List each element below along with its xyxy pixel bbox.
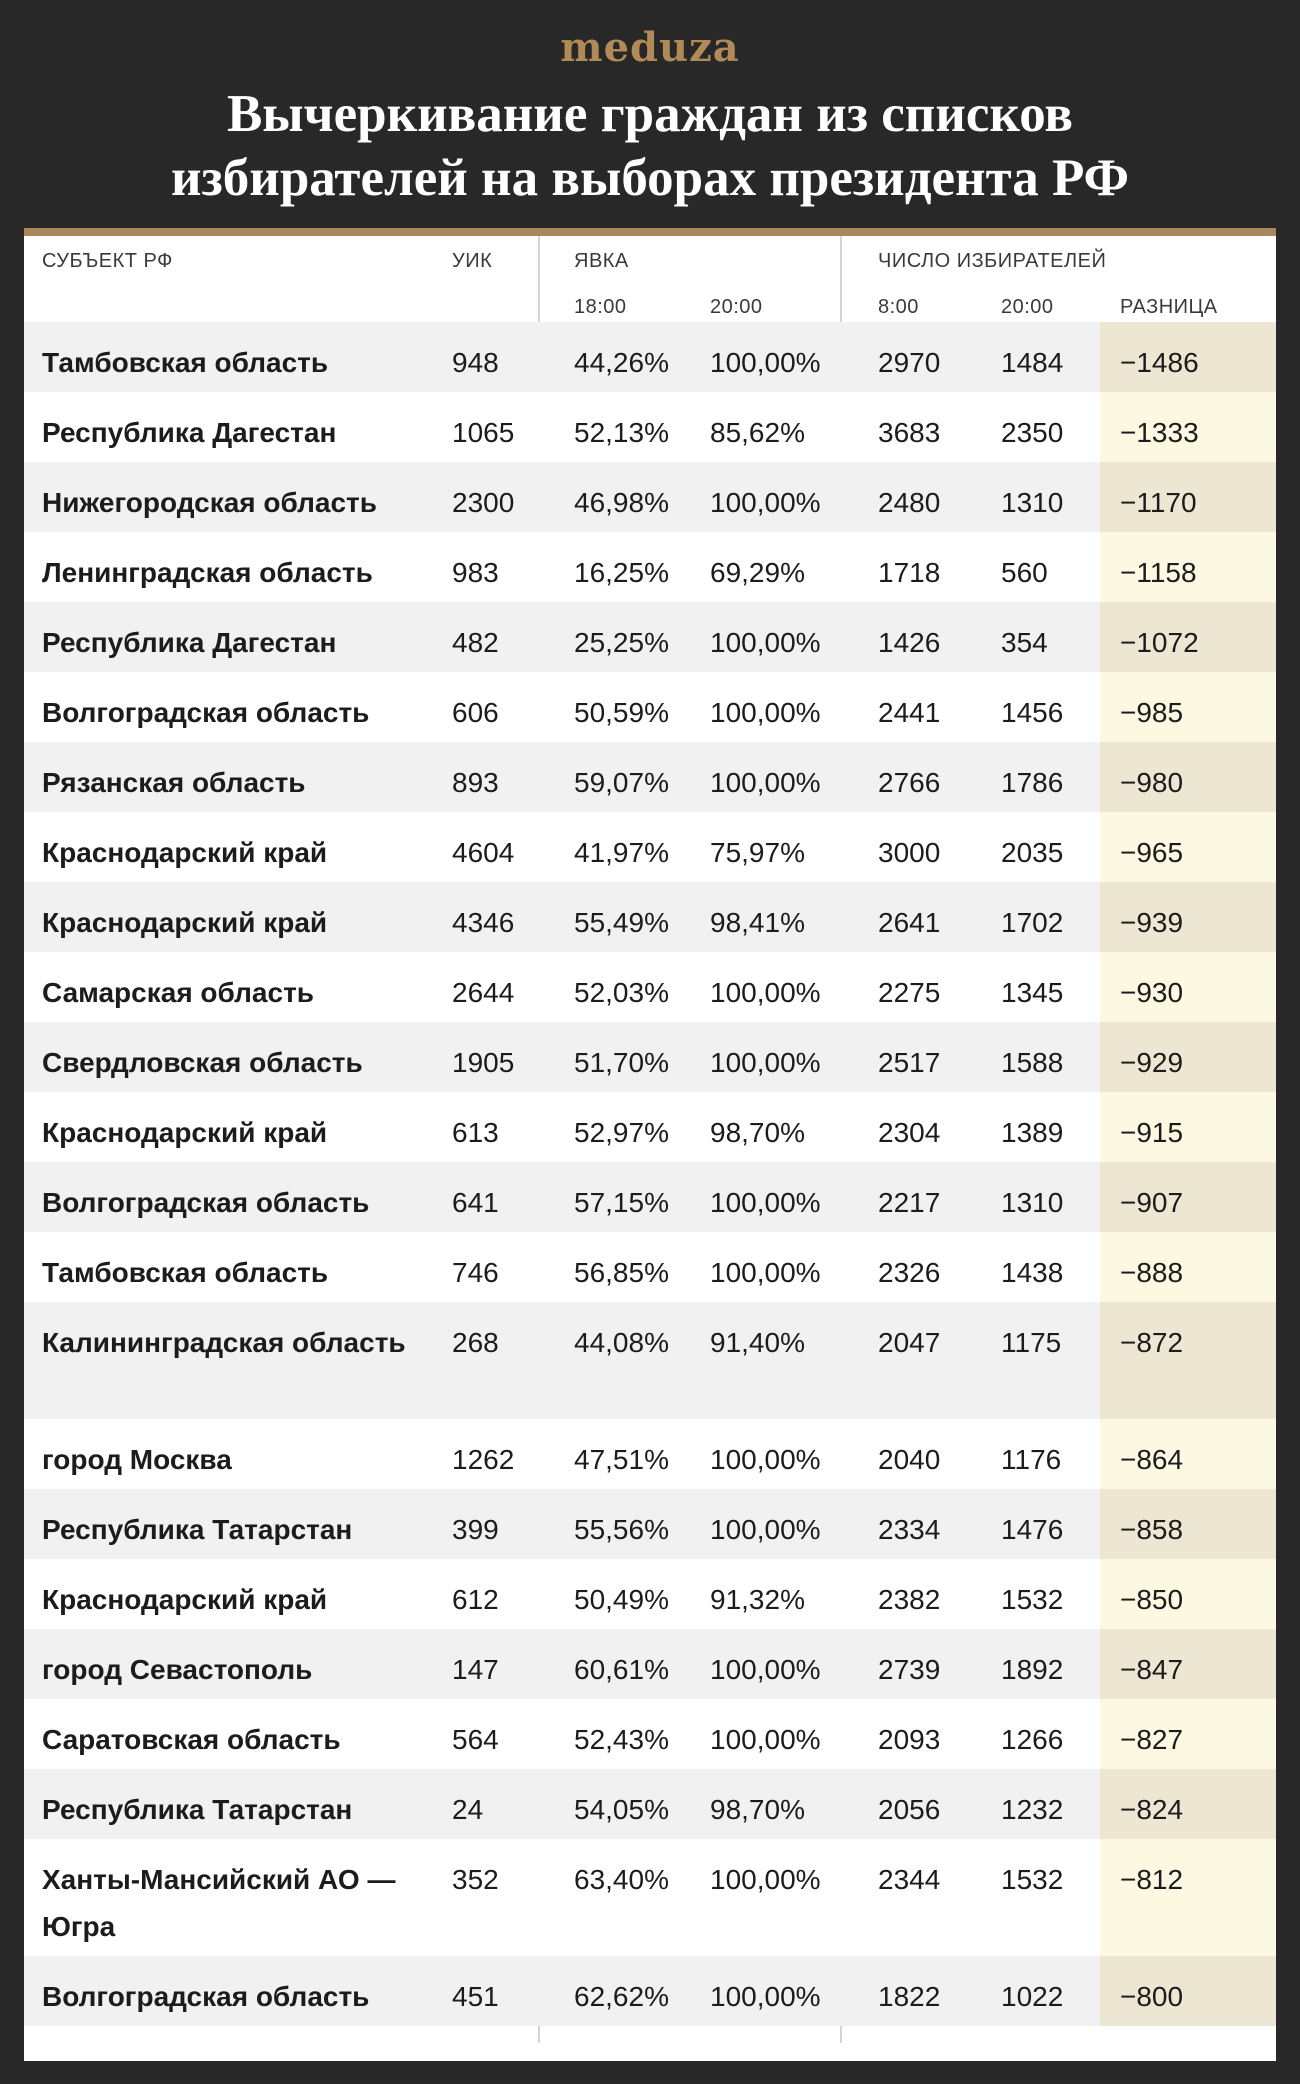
uik-cell: 482: [452, 627, 499, 658]
subject-cell: Саратовская область: [42, 1724, 341, 1755]
table-row: [24, 322, 1276, 392]
voters-20-cell: 1476: [1001, 1514, 1064, 1545]
turnout-18-cell: 52,97%: [574, 1117, 669, 1148]
subject-cell: Краснодарский край: [42, 1584, 328, 1615]
table-row: [24, 1629, 1276, 1699]
voters-20-cell: 1310: [1001, 1187, 1064, 1218]
diff-cell: −930: [1120, 977, 1184, 1008]
voters-20-cell: 1786: [1001, 767, 1064, 798]
turnout-18-cell: 46,98%: [574, 487, 669, 518]
diff-cell: −824: [1120, 1794, 1184, 1825]
table-row: [24, 1699, 1276, 1769]
turnout-18-cell: 59,07%: [574, 767, 669, 798]
table-row: [24, 742, 1276, 812]
turnout-20-cell: 98,70%: [710, 1794, 805, 1825]
header-subject: СУБЪЕКТ РФ: [42, 250, 173, 272]
voters-20-cell: 1892: [1001, 1654, 1064, 1685]
turnout-18-cell: 63,40%: [574, 1864, 669, 1895]
turnout-18-cell: 44,26%: [574, 347, 669, 378]
voters-8-cell: 2382: [878, 1584, 941, 1615]
turnout-18-cell: 55,49%: [574, 907, 669, 938]
diff-cell: −1486: [1120, 347, 1199, 378]
data-table: [24, 228, 1276, 2061]
subject-cell: Тамбовская область: [42, 1257, 329, 1288]
turnout-20-cell: 100,00%: [710, 977, 821, 1008]
voters-20-cell: 1532: [1001, 1584, 1064, 1615]
turnout-20-cell: 100,00%: [710, 1514, 821, 1545]
uik-cell: 746: [452, 1257, 499, 1288]
turnout-18-cell: 60,61%: [574, 1654, 669, 1685]
voters-20-cell: 1389: [1001, 1117, 1064, 1148]
turnout-20-cell: 100,00%: [710, 1981, 821, 2012]
page-title: [0, 82, 1300, 210]
voters-8-cell: 1718: [878, 557, 941, 588]
subject-cell: Ленинградская область: [42, 557, 373, 588]
voters-8-cell: 3000: [878, 837, 941, 868]
voters-8-cell: 2326: [878, 1257, 941, 1288]
voters-8-cell: 2047: [878, 1327, 941, 1358]
voters-20-cell: 1310: [1001, 487, 1064, 518]
table-row: [24, 1232, 1276, 1302]
header-turnout-18: 18:00: [574, 296, 627, 318]
voters-20-cell: 1175: [1001, 1327, 1062, 1358]
uik-cell: 948: [452, 347, 499, 378]
header-voters-8: 8:00: [878, 296, 919, 318]
diff-cell: −939: [1120, 907, 1184, 938]
header-turnout: ЯВКА: [574, 250, 629, 272]
turnout-18-cell: 41,97%: [574, 837, 669, 868]
uik-cell: 613: [452, 1117, 499, 1148]
uik-cell: 1262: [452, 1444, 515, 1475]
subject-cell: Волгоградская область: [42, 1187, 370, 1218]
voters-8-cell: 2217: [878, 1187, 941, 1218]
turnout-18-cell: 16,25%: [574, 557, 669, 588]
uik-cell: 147: [452, 1654, 499, 1685]
turnout-18-cell: 62,62%: [574, 1981, 669, 2012]
turnout-20-cell: 100,00%: [710, 1047, 821, 1078]
uik-cell: 399: [452, 1514, 499, 1545]
voters-20-cell: 1588: [1001, 1047, 1064, 1078]
subject-cell: Калининградская область: [42, 1327, 406, 1358]
table-row: [24, 1559, 1276, 1629]
voters-20-cell: 1266: [1001, 1724, 1064, 1755]
voters-8-cell: 2480: [878, 487, 941, 518]
turnout-18-cell: 55,56%: [574, 1514, 669, 1545]
table-row: [24, 1956, 1276, 2026]
voters-8-cell: 2304: [878, 1117, 941, 1148]
turnout-20-cell: 100,00%: [710, 1444, 821, 1475]
table-row: [24, 812, 1276, 882]
voters-8-cell: 2056: [878, 1794, 941, 1825]
uik-cell: 451: [452, 1981, 499, 2012]
subject-cell: Волгоградская область: [42, 697, 370, 728]
uik-cell: 564: [452, 1724, 499, 1755]
title-line-1: Вычеркивание граждан из списков: [226, 85, 1074, 143]
diff-cell: −1170: [1120, 487, 1197, 518]
uik-cell: 2644: [452, 977, 515, 1008]
voters-20-cell: 354: [1001, 627, 1048, 658]
voters-20-cell: 1532: [1001, 1864, 1064, 1895]
uik-cell: 2300: [452, 487, 515, 518]
diff-cell: −850: [1120, 1584, 1184, 1615]
subject-cell: Республика Дагестан: [42, 627, 337, 658]
table-row: [24, 672, 1276, 742]
turnout-20-cell: 75,97%: [710, 837, 805, 868]
voters-8-cell: 2641: [878, 907, 941, 938]
diff-cell: −1333: [1120, 417, 1199, 448]
uik-cell: 1065: [452, 417, 515, 448]
diff-cell: −827: [1120, 1724, 1184, 1755]
turnout-18-cell: 50,59%: [574, 697, 669, 728]
table-row: [24, 882, 1276, 952]
turnout-20-cell: 100,00%: [710, 627, 821, 658]
turnout-18-cell: 56,85%: [574, 1257, 669, 1288]
uik-cell: 983: [452, 557, 499, 588]
table-row: [24, 952, 1276, 1022]
subject-cell: Свердловская область: [42, 1047, 363, 1078]
voters-20-cell: 1345: [1001, 977, 1064, 1008]
diff-cell: −847: [1120, 1654, 1184, 1685]
voters-20-cell: 1456: [1001, 697, 1064, 728]
table-row: [24, 1419, 1276, 1489]
voters-8-cell: 2517: [878, 1047, 941, 1078]
turnout-20-cell: 91,32%: [710, 1584, 805, 1615]
table-row: [24, 1489, 1276, 1559]
subject-cell: Нижегородская область: [42, 487, 377, 518]
turnout-18-cell: 54,05%: [574, 1794, 669, 1825]
header-turnout-20: 20:00: [710, 296, 763, 318]
diff-cell: −812: [1120, 1864, 1184, 1895]
table-row: [24, 602, 1276, 672]
diff-cell: −985: [1120, 697, 1184, 728]
turnout-18-cell: 52,13%: [574, 417, 669, 448]
table-row: [24, 1092, 1276, 1162]
turnout-20-cell: 100,00%: [710, 697, 821, 728]
turnout-20-cell: 69,29%: [710, 557, 805, 588]
uik-cell: 4604: [452, 837, 515, 868]
voters-8-cell: 2275: [878, 977, 941, 1008]
uik-cell: 606: [452, 697, 499, 728]
subject-cell: город Москва: [42, 1444, 232, 1475]
voters-8-cell: 1426: [878, 627, 941, 658]
diff-cell: −965: [1120, 837, 1184, 868]
turnout-18-cell: 57,15%: [574, 1187, 669, 1218]
subject-cell: Ханты-Мансийский АО — Югра: [42, 1864, 396, 1942]
voters-20-cell: 1484: [1001, 347, 1064, 378]
turnout-20-cell: 100,00%: [710, 347, 821, 378]
turnout-20-cell: 100,00%: [710, 767, 821, 798]
turnout-18-cell: 51,70%: [574, 1047, 669, 1078]
uik-cell: 893: [452, 767, 499, 798]
subject-cell: Краснодарский край: [42, 1117, 328, 1148]
voters-20-cell: 2035: [1001, 837, 1064, 868]
voters-8-cell: 2739: [878, 1654, 941, 1685]
table-row: [24, 462, 1276, 532]
meduza-logo: meduza: [560, 24, 740, 71]
diff-cell: −858: [1120, 1514, 1184, 1545]
turnout-18-cell: 52,03%: [574, 977, 669, 1008]
header-diff: РАЗНИЦА: [1120, 296, 1218, 318]
uik-cell: 1905: [452, 1047, 515, 1078]
subject-cell: Самарская область: [42, 977, 314, 1008]
table-row: [24, 392, 1276, 462]
turnout-20-cell: 91,40%: [710, 1327, 805, 1358]
subject-cell: Тамбовская область: [42, 347, 329, 378]
turnout-20-cell: 85,62%: [710, 417, 805, 448]
subject-cell: Краснодарский край: [42, 907, 328, 938]
header-uik: УИК: [452, 250, 493, 272]
uik-cell: 641: [452, 1187, 499, 1218]
turnout-18-cell: 50,49%: [574, 1584, 669, 1615]
voters-20-cell: 1438: [1001, 1257, 1064, 1288]
header-voters: ЧИСЛО ИЗБИРАТЕЛЕЙ: [878, 250, 1107, 272]
voters-20-cell: 1022: [1001, 1981, 1064, 2012]
voters-20-cell: 560: [1001, 557, 1048, 588]
voters-8-cell: 2344: [878, 1864, 941, 1895]
diff-cell: −980: [1120, 767, 1184, 798]
uik-cell: 24: [452, 1794, 484, 1825]
table-row: [24, 1839, 1276, 1956]
voters-20-cell: 2350: [1001, 417, 1064, 448]
voters-8-cell: 2093: [878, 1724, 941, 1755]
diff-cell: −929: [1120, 1047, 1184, 1078]
subject-cell: Рязанская область: [42, 767, 306, 798]
diff-cell: −1158: [1120, 557, 1197, 588]
uik-cell: 612: [452, 1584, 499, 1615]
voters-8-cell: 2040: [878, 1444, 941, 1475]
subject-cell: Республика Татарстан: [42, 1514, 353, 1545]
turnout-20-cell: 100,00%: [710, 1187, 821, 1218]
diff-cell: −888: [1120, 1257, 1184, 1288]
subject-cell: Краснодарский край: [42, 837, 328, 868]
turnout-20-cell: 100,00%: [710, 1724, 821, 1755]
voters-8-cell: 2441: [878, 697, 941, 728]
uik-cell: 4346: [452, 907, 515, 938]
turnout-18-cell: 25,25%: [574, 627, 669, 658]
turnout-18-cell: 52,43%: [574, 1724, 669, 1755]
voters-8-cell: 1822: [878, 1981, 941, 2012]
uik-cell: 268: [452, 1327, 499, 1358]
table-row: [24, 1302, 1276, 1419]
uik-cell: 352: [452, 1864, 499, 1895]
diff-cell: −872: [1120, 1327, 1184, 1358]
header-voters-20: 20:00: [1001, 296, 1054, 318]
subject-cell: Республика Татарстан: [42, 1794, 353, 1825]
turnout-20-cell: 100,00%: [710, 1257, 821, 1288]
voters-8-cell: 2970: [878, 347, 941, 378]
voters-20-cell: 1232: [1001, 1794, 1064, 1825]
subject-cell: Волгоградская область: [42, 1981, 370, 2012]
turnout-18-cell: 47,51%: [574, 1444, 669, 1475]
voters-8-cell: 2334: [878, 1514, 941, 1545]
subject-cell: город Севастополь: [42, 1654, 313, 1685]
table-row: [24, 1769, 1276, 1839]
diff-cell: −800: [1120, 1981, 1184, 2012]
diff-cell: −1072: [1120, 627, 1199, 658]
table-row: [24, 1022, 1276, 1092]
turnout-20-cell: 98,41%: [710, 907, 805, 938]
turnout-20-cell: 100,00%: [710, 1864, 821, 1895]
subject-cell: Республика Дагестан: [42, 417, 337, 448]
table-row: [24, 532, 1276, 602]
voters-8-cell: 3683: [878, 417, 941, 448]
diff-cell: −864: [1120, 1444, 1184, 1475]
table-row: [24, 1162, 1276, 1232]
turnout-20-cell: 100,00%: [710, 487, 821, 518]
diff-cell: −915: [1120, 1117, 1184, 1148]
turnout-18-cell: 44,08%: [574, 1327, 669, 1358]
voters-20-cell: 1176: [1001, 1444, 1062, 1475]
diff-cell: −907: [1120, 1187, 1184, 1218]
voters-8-cell: 2766: [878, 767, 941, 798]
title-line-2: избирателей на выборах президента РФ: [170, 149, 1130, 207]
voters-20-cell: 1702: [1001, 907, 1064, 938]
turnout-20-cell: 100,00%: [710, 1654, 821, 1685]
turnout-20-cell: 98,70%: [710, 1117, 805, 1148]
